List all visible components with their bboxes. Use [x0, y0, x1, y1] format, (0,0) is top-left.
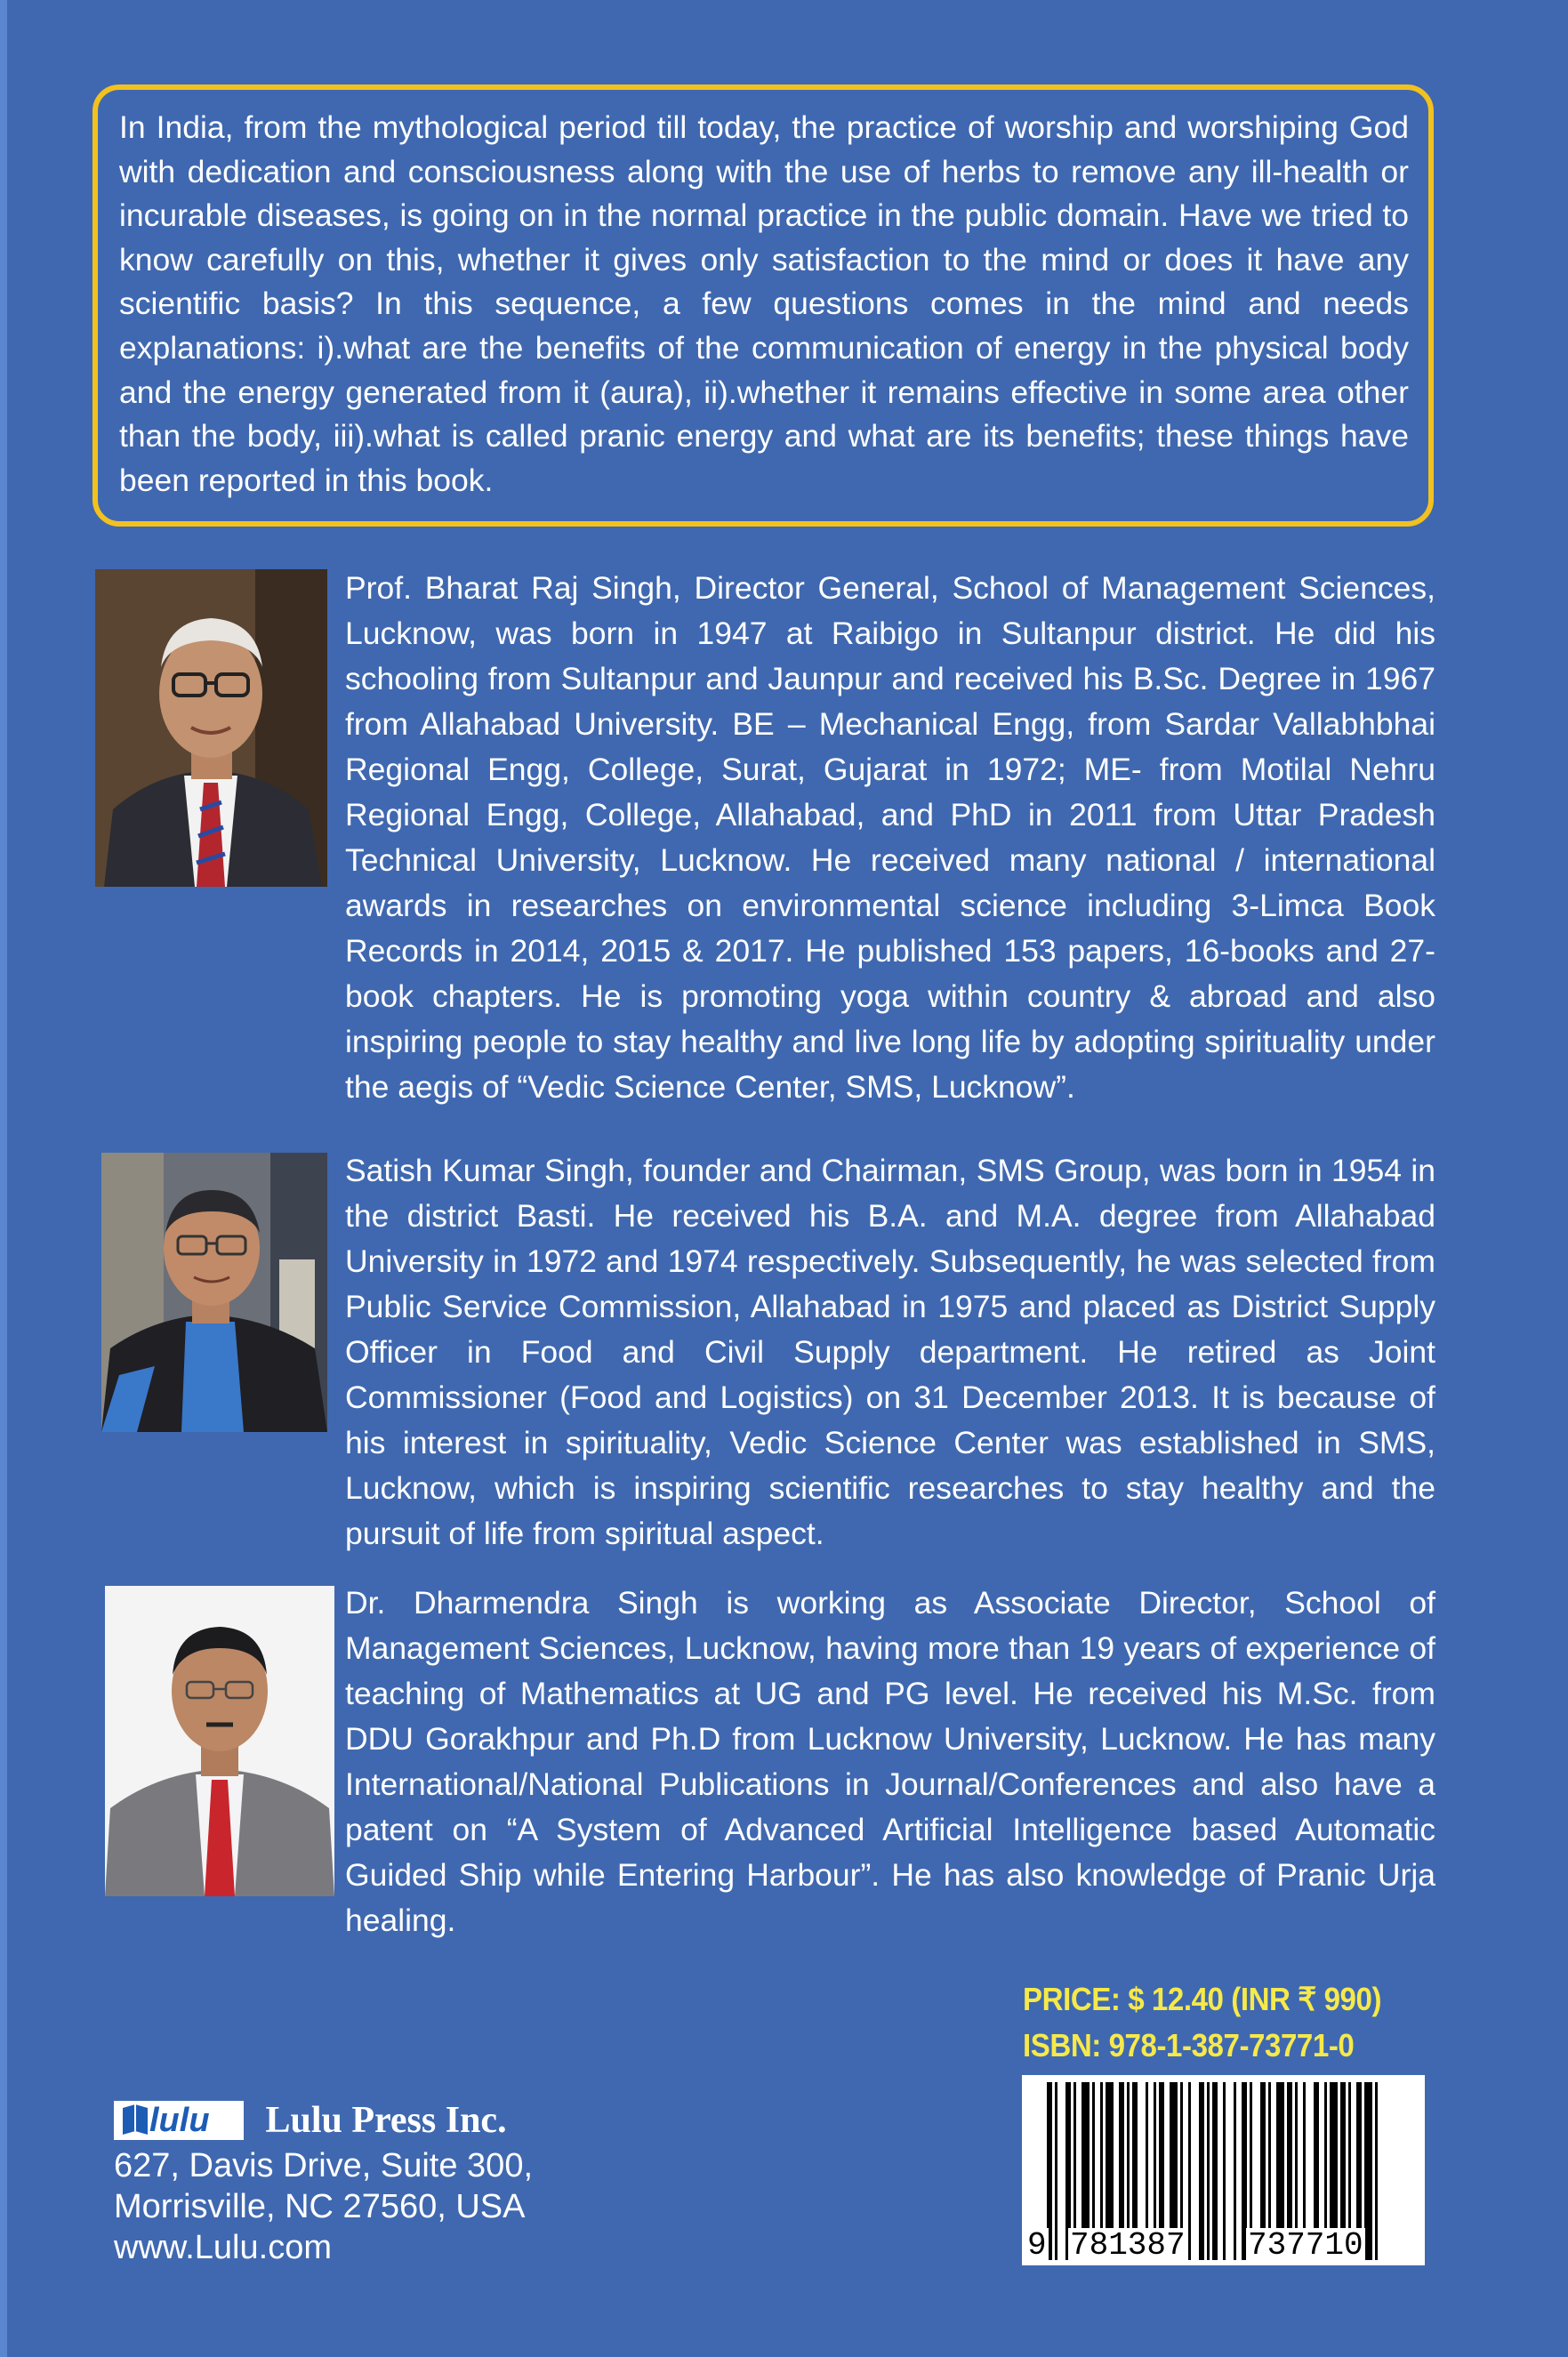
author-photo-1	[95, 569, 327, 887]
author-bio-text-1: Prof. Bharat Raj Singh, Director General, School of Management Sciences, Lucknow, was born in 1947 at Raibigo in Sultanpur district. He did his schooling from Sultanpur and Jaunpur and received his B.Sc. Degree in 1967 from Allahabad University. BE – Mechanical Engg, from Sardar Vallabhbhai Regional Engg, College, Surat, Gujarat in 1972; ME- from Motilal Nehru Regional Engg, College, Allahabad, and PhD in 2011 from Uttar Pradesh Technical University, Lucknow. He received many national / international awards in researches on environmental science including 3-Limca Book Records in 2014, 2015 & 2017. He published 153 papers, 16-books and 27- book chapters. He is promoting yoga within country & abroad and also inspiring people to stay healthy and live long life by adopting spirituality under the aegis of “Vedic Science Center, SMS, Lucknow”.	[345, 570, 1435, 1105]
cover-edge	[0, 0, 7, 2357]
lulu-logo	[114, 2101, 244, 2140]
publisher-address-line-1: 627, Davis Drive, Suite 300,	[114, 2147, 534, 2184]
barcode-group-2: 737710	[1248, 2227, 1363, 2264]
publisher-website: www.Lulu.com	[114, 2229, 332, 2266]
publisher-name: Lulu Press Inc.	[265, 2100, 507, 2141]
barcode-group-1: 781387	[1070, 2227, 1186, 2264]
author-bio-text-3: Dr. Dharmendra Singh is working as Associate Director, School of Management Sciences, Lucknow, having more than 19 years of experience of teaching of Mathematics at UG and PG level. He received his M.Sc. from DDU Gorakhpur and Ph.D from Lucknow University, Lucknow. He has many International/National Publications in Journal/Conferences and also have a patent on “A System of Advanced Artificial Intelligence based Automatic Guided Ship while Entering Harbour”. He has also knowledge of Pranic Urja healing.	[345, 1585, 1435, 1938]
barcode-digits	[1022, 2224, 1425, 2264]
author-photo-3	[105, 1586, 334, 1896]
isbn-label: ISBN: 978-1-387-73771-0	[1023, 2027, 1355, 2063]
isbn-barcode	[1022, 2075, 1425, 2265]
book-icon	[117, 2101, 153, 2140]
price-label: PRICE: $ 12.40 (INR ₹ 990)	[1023, 1981, 1382, 2017]
author-photo-2	[101, 1153, 327, 1432]
barcode-lead-digit: 9	[1027, 2227, 1047, 2264]
publisher-block	[114, 2099, 647, 2268]
lulu-logo-word: lulu	[149, 2102, 210, 2139]
synopsis-box	[92, 84, 1434, 527]
synopsis-text: In India, from the mythological period till today, the practice of worship and worshiping God with dedication and consciousness along with the use of herbs to remove any ill-health or incurable diseases, is going on in the normal practice in the public domain. Have we tried to know carefully on this, whether it gives only satisfaction to the mind or does it have any scientific basis? In this sequence, a few questions comes in the mind and needs explanations: i).what are the benefits of the communication of energy in the physical body and the energy generated from it (aura), ii).whether it remains effective in some area other than the body, iii).what is called pranic energy and what are its benefits; these things have been reported in this book.	[119, 109, 1409, 498]
author-bio-text-2: Satish Kumar Singh, founder and Chairman, SMS Group, was born in 1954 in the district Basti. He received his B.A. and M.A. degree from Allahabad University in 1972 and 1974 respectively. Subsequently, he was selected from Public Service Commission, Allahabad in 1975 and placed as District Supply Officer in Food and Civil Supply department. He retired as Joint Commissioner (Food and Logistics) on 31 December 2013. It is because of his interest in spirituality, Vedic Science Center was established in SMS, Lucknow, which is inspiring scientific researches to stay healthy and the pursuit of life from spiritual aspect.	[345, 1153, 1435, 1551]
publisher-header	[114, 2099, 647, 2142]
publisher-address-line-2: Morrisville, NC 27560, USA	[114, 2188, 526, 2225]
price-block	[1023, 1976, 1432, 2069]
